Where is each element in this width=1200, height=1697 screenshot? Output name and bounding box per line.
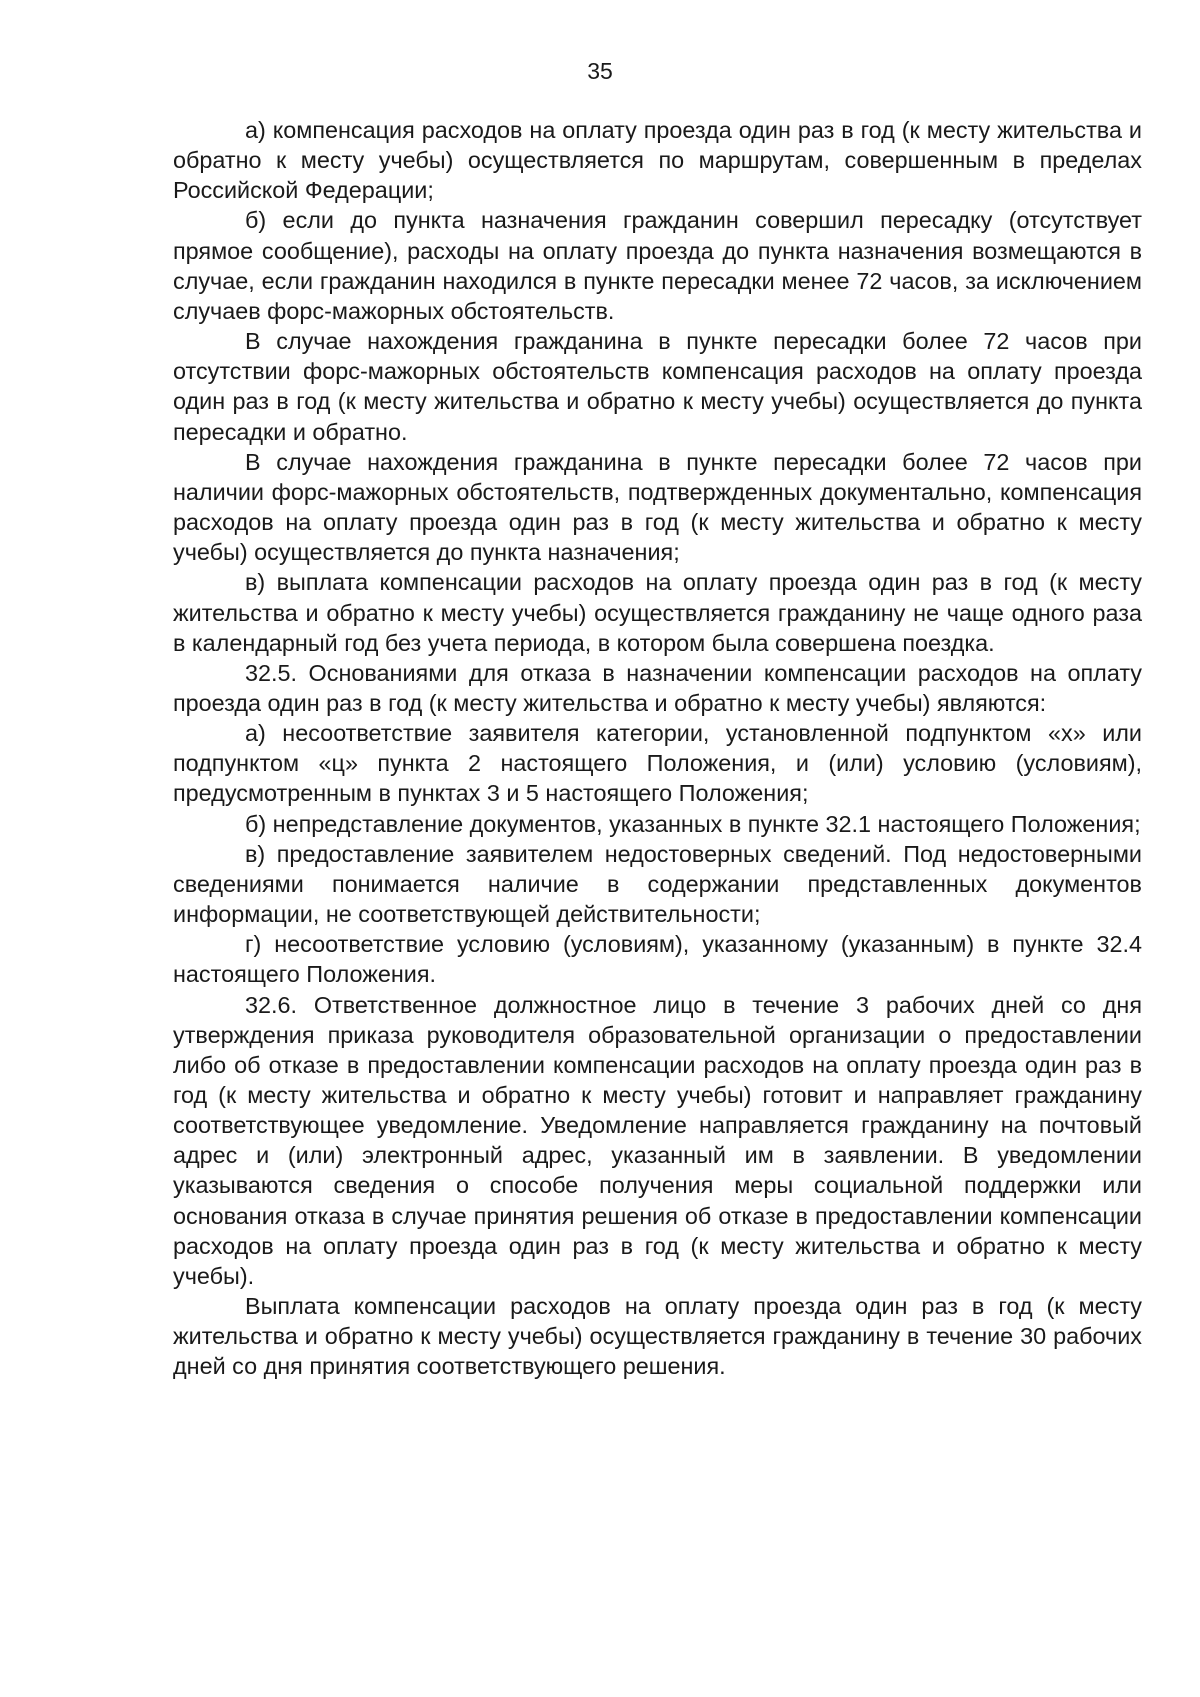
paragraph-refusal-g: г) несоответствие условию (условиям), указанному (указанным) в пункте 32.4 настоящего Положения. xyxy=(173,931,1142,988)
paragraph-b-transfer: б) если до пункта назначения гражданин совершил пересадку (отсутствует прямое сообщение), расходы на оплату проезда до пункта назначения возмещаются в случае, если гражданин находился в пункте пересадки менее 72 часов, за исключением случаев форс-мажорных обстоятельств. xyxy=(173,207,1142,324)
paragraph-refusal-v: в) предоставление заявителем недостоверных сведений. Под недостоверными сведениями понимается наличие в содержании представленных документов информации, не соответствующей действительности; xyxy=(173,840,1142,928)
paragraph-transfer-force-majeure: В случае нахождения гражданина в пункте пересадки более 72 часов при наличии форс-мажорных обстоятельств, подтвержденных документально, компенсация расходов на оплату проезда один раз в год (к месту жительства и обратно к месту учебы) осуществляется до пункта назначения; xyxy=(173,448,1142,566)
paragraph-32-5-refusal-grounds: 32.5. Основаниями для отказа в назначении компенсации расходов на оплату проезда один раз в год (к месту жительства и обратно к месту учебы) являются: xyxy=(173,659,1142,716)
paragraph-refusal-a: а) несоответствие заявителя категории, установленной подпунктом «х» или подпунктом «ц» пункта 2 настоящего Положения, и (или) условию (условиям), предусмотренным в пунктах 3 и 5 настоящего Положения; xyxy=(173,720,1142,807)
page-number: 35 xyxy=(587,58,613,84)
paragraph-transfer-no-force-majeure: В случае нахождения гражданина в пункте пересадки более 72 часов при отсутствии форс-мажорных обстоятельств компенсация расходов на оплату проезда один раз в год (к месту жительства и обратно к месту учебы) осуществляется до пункта пересадки и обратно. xyxy=(173,328,1142,445)
document-body xyxy=(173,115,1142,1382)
paragraph-a-route: а) компенсация расходов на оплату проезда один раз в год (к месту жительства и обратно к месту учебы) осуществляется по маршрутам, совершенным в пределах Российской Федерации; xyxy=(173,117,1142,204)
paragraph-32-6-notification: 32.6. Ответственное должностное лицо в течение 3 рабочих дней со дня утверждения приказа руководителя образовательной организации о предоставлении либо об отказе в предоставлении компенсации расходов на оплату проезда один раз в год (к месту жительства и обратно к месту учебы) готовит и направляет гражданину соответствующее уведомление. Уведомление направляется гражданину на почтовый адрес и (или) электронный адрес, указанный им в заявлении. В уведомлении указываются сведения о способе получения меры социальной поддержки или основания отказа в случае принятия решения об отказе в предоставлении компенсации расходов на оплату проезда один раз в год (к месту жительства и обратно к месту учебы). xyxy=(173,991,1142,1289)
paragraph-payment-deadline: Выплата компенсации расходов на оплату проезда один раз в год (к месту жительства и обратно к месту учебы) осуществляется гражданину в течение 30 рабочих дней со дня принятия соответствующего решения. xyxy=(173,1293,1142,1380)
paragraph-refusal-b: б) непредставление документов, указанных в пункте 32.1 настоящего Положения; xyxy=(245,810,1141,837)
paragraph-v-payment-frequency: в) выплата компенсации расходов на оплату проезда один раз в год (к месту жительства и обратно к месту учебы) осуществляется гражданину не чаще одного раза в календарный год без учета периода, в котором была совершена поездка. xyxy=(173,569,1142,656)
